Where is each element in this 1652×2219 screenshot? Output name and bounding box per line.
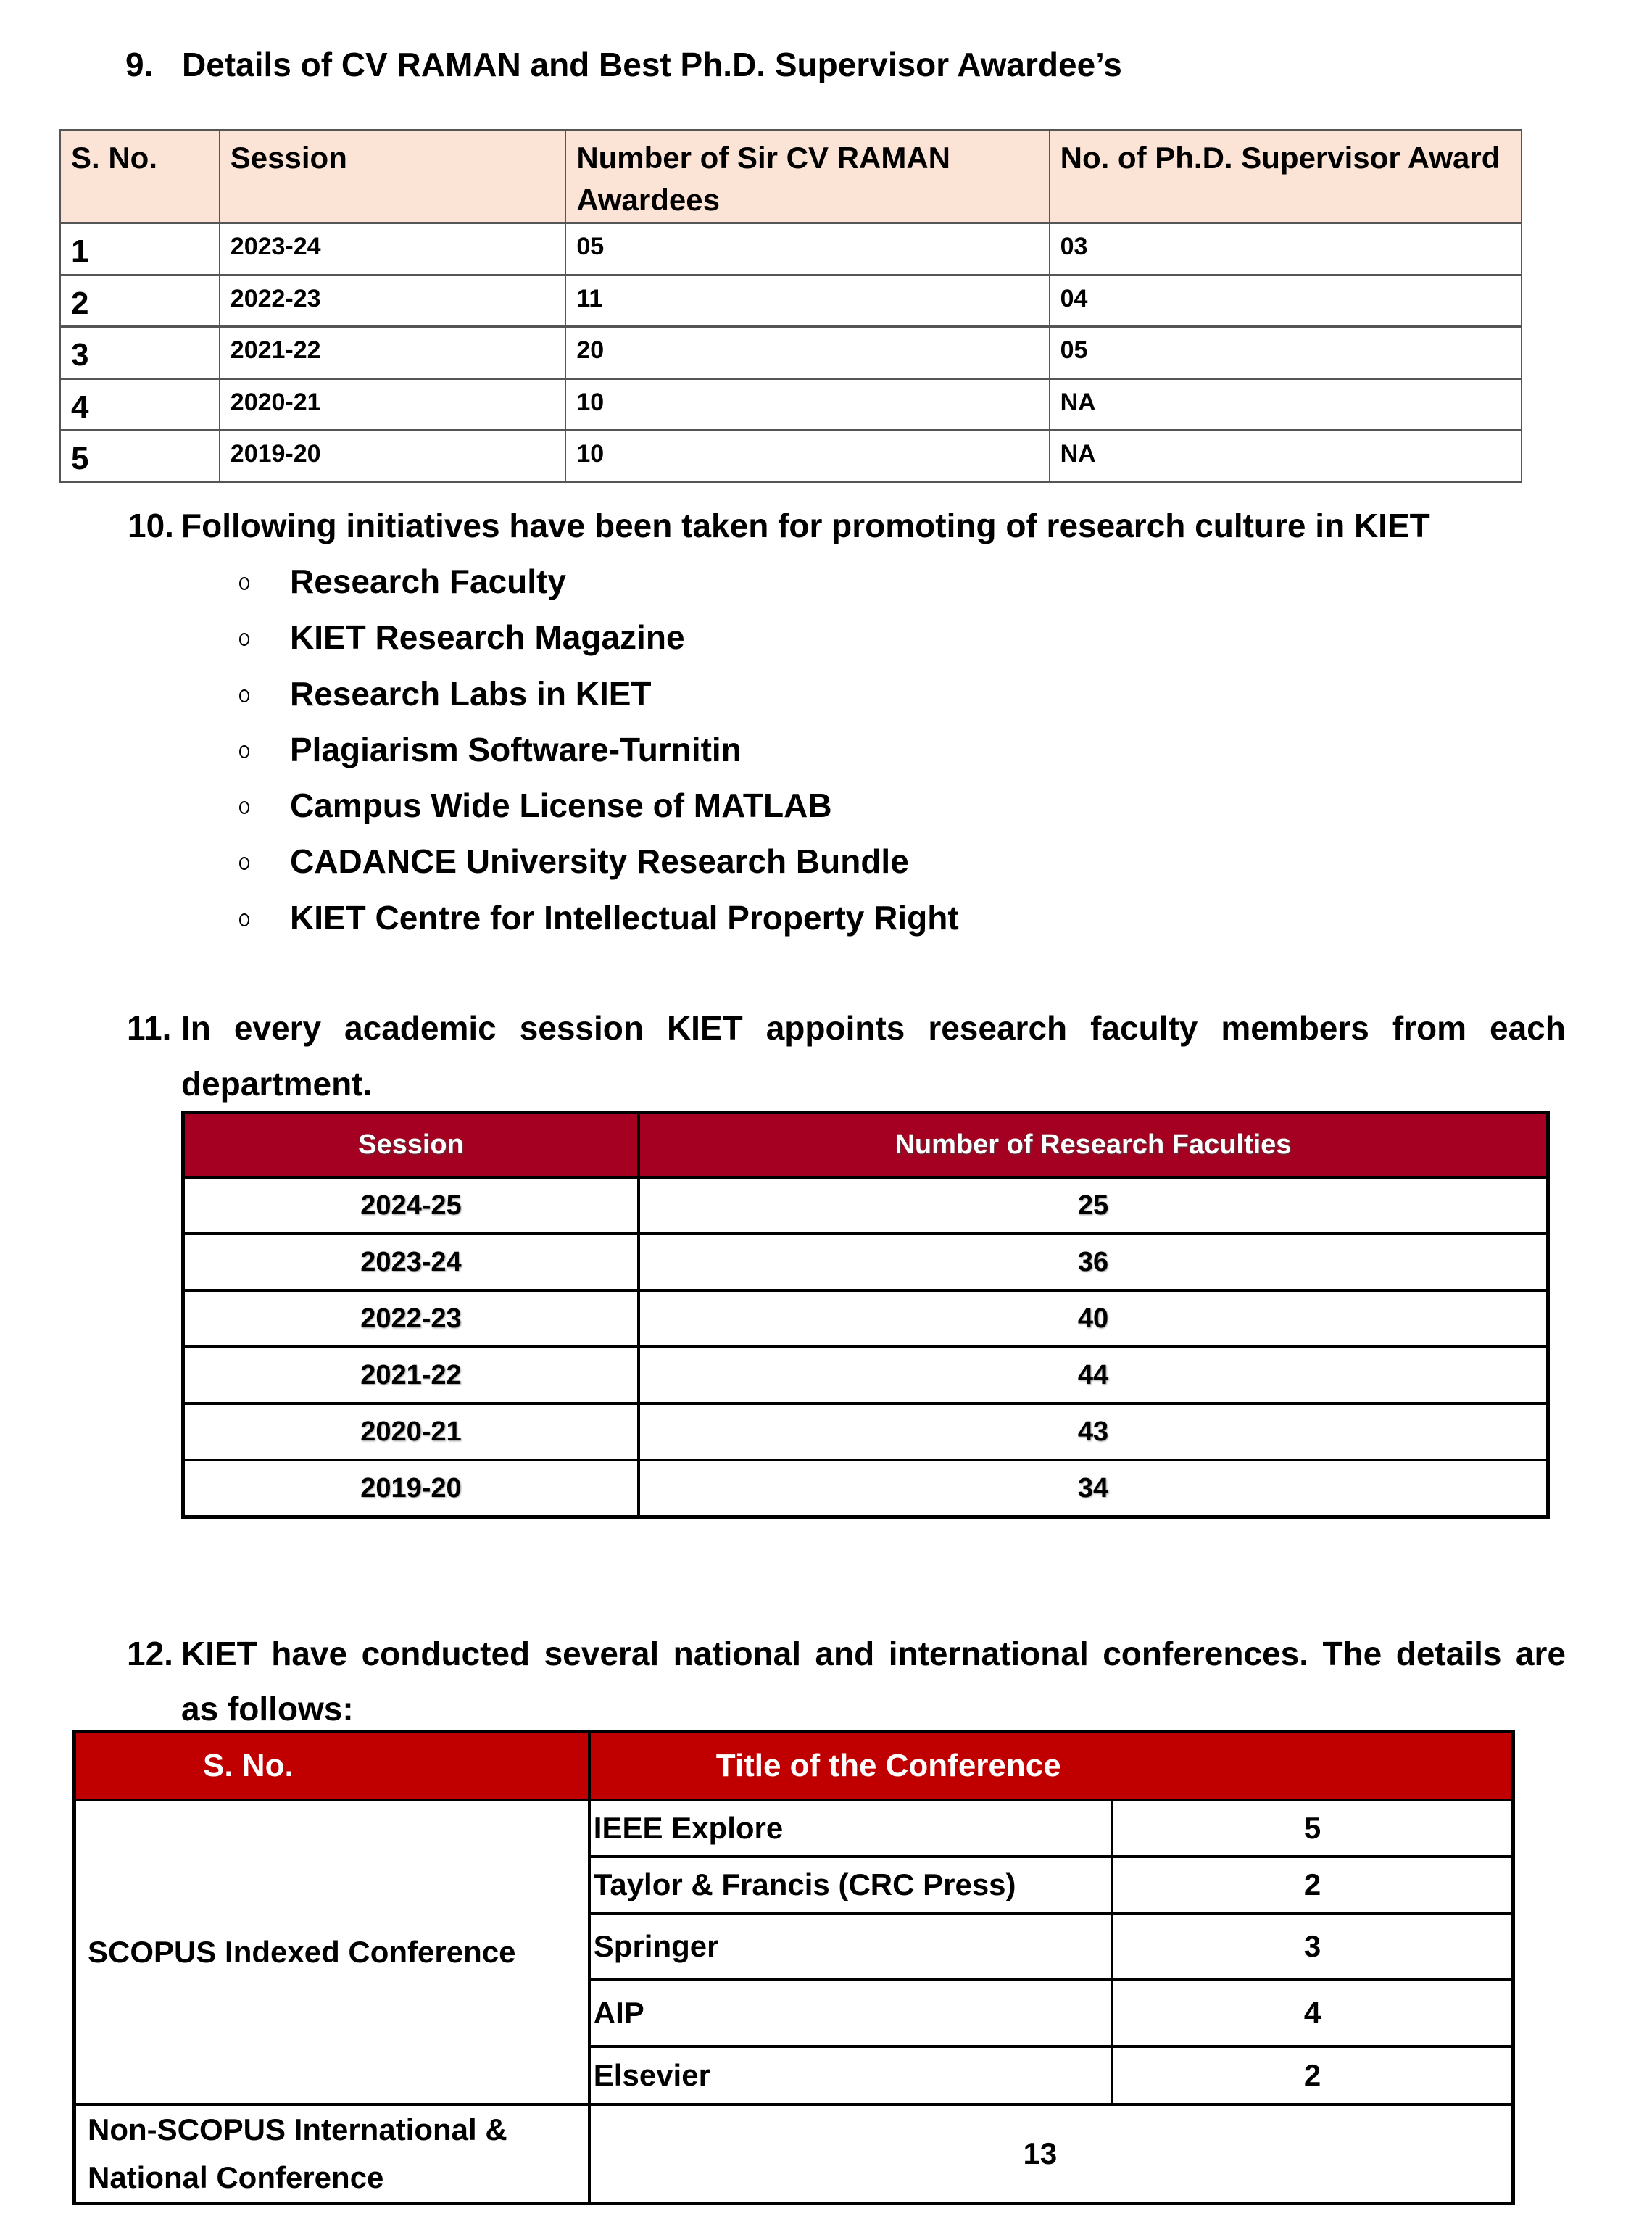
word: from [1392, 1009, 1467, 1047]
section-number: 9. [125, 46, 154, 83]
table-row [75, 1800, 1514, 1857]
cell-cv-raman: 10 [565, 431, 1049, 483]
word: faculty [1090, 1009, 1198, 1047]
section-12-line-2: as follows: [181, 1690, 354, 1727]
cell-cv-raman: 05 [565, 223, 1049, 275]
cell-session: 2022-23 [220, 275, 566, 327]
word: members [1221, 1009, 1369, 1047]
table-row [60, 378, 1522, 431]
cell-session: 2020-21 [183, 1403, 639, 1460]
hollow-bullet-icon [239, 633, 249, 646]
table-row [60, 431, 1522, 483]
cell-count: 3 [1112, 1913, 1513, 1980]
cell-sno: 2 [60, 275, 220, 327]
table-header-row [60, 130, 1522, 223]
hollow-bullet-icon [239, 801, 249, 814]
column-header: Number of Sir CV RAMAN Awardees [565, 130, 1049, 223]
conferences-table [72, 1730, 1515, 2205]
column-header: Session [220, 130, 566, 223]
section-title: KIET have conducted several national and international conferences. The details are [181, 1635, 1566, 1672]
cell-publisher: Taylor & Francis (CRC Press) [589, 1857, 1112, 1913]
scopus-group-label: SCOPUS Indexed Conference [75, 1800, 589, 2104]
section-title: Details of CV RAMAN and Best Ph.D. Supervisor Awardee’s [182, 46, 1122, 83]
table-header-row [183, 1113, 1548, 1178]
column-header: S. No. [60, 130, 220, 223]
table-header-row [75, 1732, 1514, 1801]
cell-count: 5 [1112, 1800, 1513, 1857]
cell-cv-raman: 10 [565, 378, 1049, 431]
word: appoints [765, 1009, 905, 1047]
cell-session: 2021-22 [220, 327, 566, 379]
section-12-heading [127, 1637, 1566, 1673]
cell-count: 2 [1112, 1857, 1513, 1913]
list-item-label: Research Faculty [290, 563, 566, 600]
cell-phd-supervisor: NA [1050, 378, 1522, 431]
cell-count: 43 [639, 1403, 1548, 1460]
list-item-label: KIET Centre for Intellectual Property Right [290, 898, 959, 937]
cell-count: 36 [639, 1234, 1548, 1290]
table-row [60, 327, 1522, 379]
word: academic [344, 1009, 497, 1047]
cell-session: 2022-23 [183, 1290, 639, 1347]
cell-publisher: AIP [589, 1980, 1112, 2046]
section-10-heading [128, 509, 1577, 545]
research-faculties-table [181, 1111, 1550, 1519]
column-header: Title of the Conference [589, 1732, 1514, 1801]
cell-count: 4 [1112, 1980, 1513, 2046]
hollow-bullet-icon [239, 577, 249, 590]
label-line: National Conference [88, 2160, 384, 2194]
cell-session: 2021-22 [183, 1347, 639, 1403]
cell-sno: 5 [60, 431, 220, 483]
cell-session: 2019-20 [220, 431, 566, 483]
cell-session: 2023-24 [183, 1234, 639, 1290]
cell-phd-supervisor: 03 [1050, 223, 1522, 275]
section-11-line-2: department. [181, 1065, 373, 1103]
list-item-label: KIET Research Magazine [290, 618, 685, 657]
cell-count: 40 [639, 1290, 1548, 1347]
table-row [183, 1290, 1548, 1347]
cell-sno: 1 [60, 223, 220, 275]
word: research [928, 1009, 1068, 1047]
word: In [181, 1009, 211, 1047]
word: each [1490, 1009, 1566, 1047]
hollow-bullet-icon [239, 745, 249, 758]
cell-sno: 4 [60, 378, 220, 431]
word: every [233, 1009, 322, 1047]
table-row [183, 1460, 1548, 1517]
list-item-label: CADANCE University Research Bundle [290, 842, 909, 881]
cell-count: 44 [639, 1347, 1548, 1403]
cell-count: 34 [639, 1460, 1548, 1517]
list-item-label: Plagiarism Software-Turnitin [290, 730, 742, 768]
cell-publisher: Springer [589, 1913, 1112, 1980]
hollow-bullet-icon [239, 689, 249, 702]
cell-cv-raman: 20 [565, 327, 1049, 379]
table-row [183, 1347, 1548, 1403]
cell-session: 2020-21 [220, 378, 566, 431]
non-scopus-group-label [75, 2104, 589, 2204]
cell-publisher: IEEE Explore [589, 1800, 1112, 1857]
cell-cv-raman: 11 [565, 275, 1049, 327]
table-row [75, 2104, 1514, 2204]
column-header: Number of Research Faculties [639, 1113, 1548, 1178]
section-title: Following initiatives have been taken for promoting of research culture in KIET [181, 507, 1430, 544]
table-row [60, 275, 1522, 327]
section-number: 12. [127, 1635, 173, 1672]
table-row [183, 1234, 1548, 1290]
cell-count: 2 [1112, 2046, 1513, 2104]
cell-phd-supervisor: NA [1050, 431, 1522, 483]
cell-phd-supervisor: 05 [1050, 327, 1522, 379]
cell-count: 25 [639, 1177, 1548, 1234]
hollow-bullet-icon [239, 913, 249, 926]
column-header: S. No. [75, 1732, 589, 1801]
cell-publisher: Elsevier [589, 2046, 1112, 2104]
cell-count: 13 [589, 2104, 1514, 2204]
label-line: Non-SCOPUS International & [88, 2112, 507, 2147]
cell-session: 2023-24 [220, 223, 566, 275]
section-number: 10. [128, 507, 174, 544]
word: KIET [666, 1009, 743, 1047]
word: session [519, 1009, 644, 1047]
list-item-label: Campus Wide License of MATLAB [290, 787, 832, 825]
table-row [183, 1403, 1548, 1460]
cell-phd-supervisor: 04 [1050, 275, 1522, 327]
column-header: Session [183, 1113, 639, 1178]
list-item-label: Research Labs in KIET [290, 674, 652, 713]
section-11-heading [127, 1011, 1566, 1048]
cell-session: 2019-20 [183, 1460, 639, 1517]
section-11-line-1 [181, 1011, 1566, 1045]
cell-sno: 3 [60, 327, 220, 379]
table-row [183, 1177, 1548, 1234]
section-number: 11. [127, 1009, 172, 1047]
section-9-heading [125, 48, 1430, 84]
table-row [60, 223, 1522, 275]
column-header: No. of Ph.D. Supervisor Award [1050, 130, 1522, 223]
cv-raman-awardees-table [59, 129, 1522, 483]
cell-session: 2024-25 [183, 1177, 639, 1234]
hollow-bullet-icon [239, 857, 249, 870]
